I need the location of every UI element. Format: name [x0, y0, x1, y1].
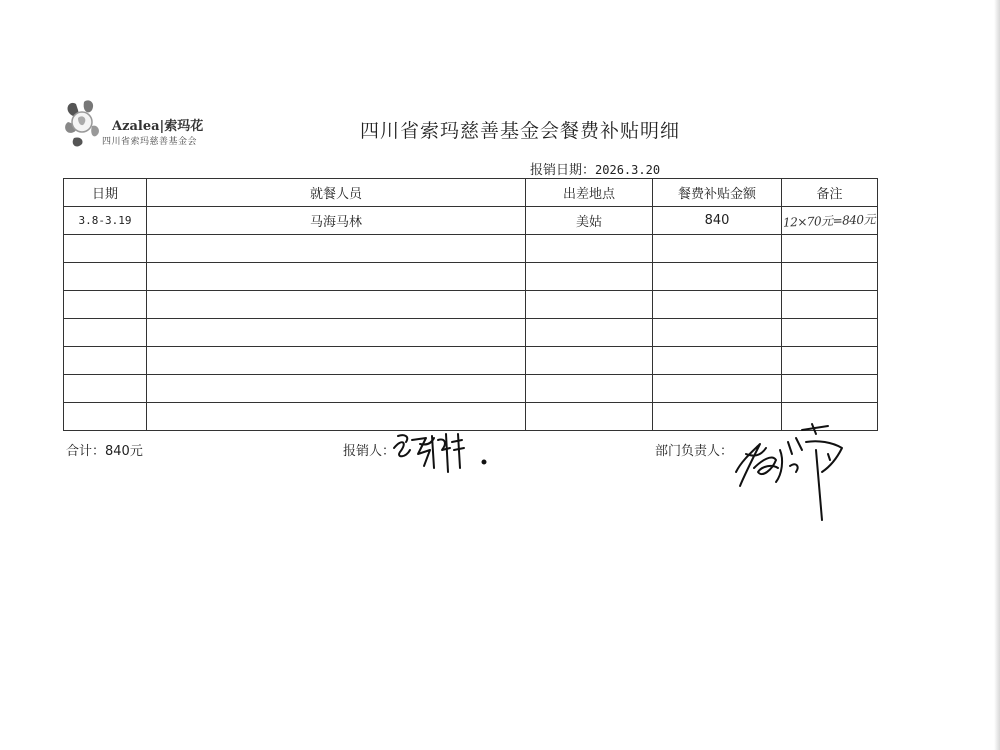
cell-date [64, 207, 147, 235]
cell-people [147, 375, 526, 403]
cell-place [526, 375, 653, 403]
cell-date [64, 403, 147, 431]
cell-people: 马海马林 [147, 207, 526, 235]
reimburser-label: 报销人： [343, 444, 396, 459]
document-title-wrap [0, 116, 1000, 143]
header-note: 备注 [782, 179, 878, 207]
table-row [64, 291, 878, 319]
table-header-row [64, 179, 878, 207]
cell-date [64, 347, 147, 375]
cell-note [782, 375, 878, 403]
cell-place [526, 291, 653, 319]
table-row [64, 263, 878, 291]
cell-note [782, 263, 878, 291]
cell-date [64, 263, 147, 291]
cell-note [782, 291, 878, 319]
table-row [64, 207, 878, 235]
cell-place [526, 263, 653, 291]
cell-place [526, 319, 653, 347]
cell-place [526, 235, 653, 263]
meal-subsidy-table [63, 178, 878, 431]
scan-edge [994, 0, 1000, 750]
document-title: 四川省索玛慈善基金会餐费补贴明细 [359, 120, 680, 142]
cell-amount [653, 375, 782, 403]
cell-date [64, 375, 147, 403]
cell-note [782, 319, 878, 347]
cell-amount [653, 347, 782, 375]
cell-note [782, 347, 878, 375]
cell-people [147, 291, 526, 319]
report-date-label: 报销日期： [530, 163, 596, 178]
cell-amount [653, 263, 782, 291]
cell-people [147, 319, 526, 347]
handwritten-note: 12×70元=840元 [783, 212, 876, 230]
header-place: 出差地点 [526, 179, 653, 207]
header-amount: 餐费补贴金额 [653, 179, 782, 207]
cell-people [147, 347, 526, 375]
cell-amount [653, 291, 782, 319]
cell-people [147, 263, 526, 291]
cell-amount: 840 [653, 207, 782, 235]
header-people: 就餐人员 [147, 179, 526, 207]
dept-head-signature [732, 420, 862, 526]
cell-note [782, 235, 878, 263]
table-row [64, 375, 878, 403]
cell-place: 美姑 [526, 207, 653, 235]
cell-date [64, 235, 147, 263]
reimburser-signature [388, 428, 498, 474]
header-date: 日期 [64, 179, 147, 207]
cell-amount [653, 319, 782, 347]
cell-amount [653, 235, 782, 263]
report-date-value: 2026.3.20 [595, 163, 661, 177]
table-row [64, 347, 878, 375]
report-date [530, 159, 660, 178]
logo-subtitle: 四川省索玛慈善基金会 [102, 137, 198, 147]
cell-date [64, 291, 147, 319]
logo-name: Azalea|索玛花 [112, 119, 204, 134]
cell-place [526, 347, 653, 375]
total-amount: 合计：840元 [66, 444, 143, 459]
table-row [64, 319, 878, 347]
dept-head-label: 部门负责人： [655, 444, 734, 459]
cell-people [147, 235, 526, 263]
cell-people [147, 403, 526, 431]
cell-place [526, 403, 653, 431]
table-row [64, 235, 878, 263]
cell-date-text: 3.8-3.19 [78, 214, 132, 227]
cell-date [64, 319, 147, 347]
cell-note [782, 207, 878, 235]
